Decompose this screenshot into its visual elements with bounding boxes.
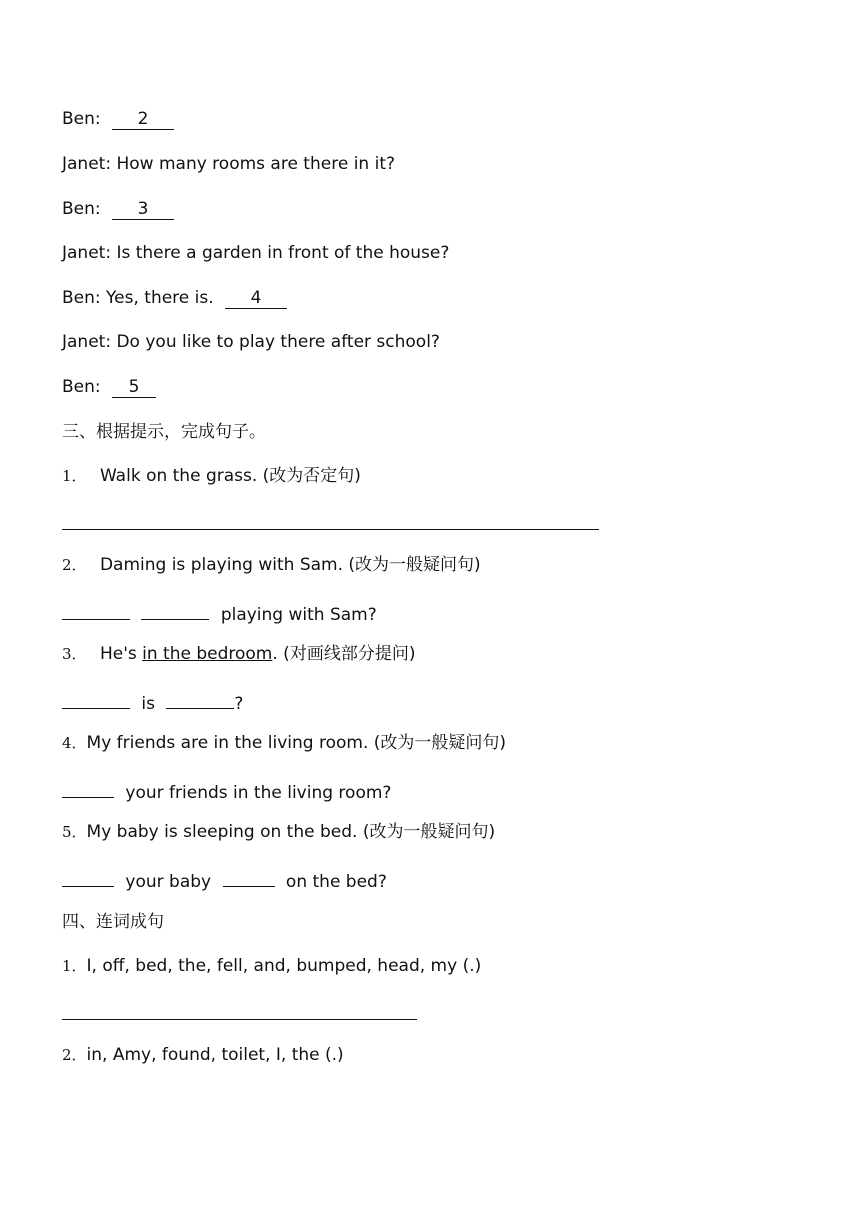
answer-blank[interactable]: [62, 688, 130, 709]
dialogue-line-ben-2: [62, 108, 174, 130]
answer-blank[interactable]: [62, 599, 130, 620]
speaker: Janet:: [62, 332, 112, 352]
item-number: 2．: [62, 556, 87, 574]
answer-blank[interactable]: [62, 866, 114, 887]
item-number: 2．: [62, 1046, 87, 1064]
section3-item-3: [62, 643, 415, 665]
speaker: Ben:: [62, 288, 101, 308]
section3-heading: 三、根据提示，完成句子。: [62, 422, 266, 442]
dialogue-text: Do you like to play there after school?: [116, 332, 440, 352]
answer-mid-text: your baby: [125, 872, 212, 892]
answer-blank[interactable]: 2: [112, 109, 174, 130]
item-number: 4．: [62, 734, 87, 752]
dialogue-text: Yes, there is.: [106, 288, 214, 308]
item-prompt-post: . (对画线部分提问): [272, 644, 416, 664]
answer-tail-text: your friends in the living room?: [125, 783, 392, 803]
dialogue-text: Is there a garden in front of the house?: [116, 243, 450, 263]
dialogue-text: How many rooms are there in it?: [116, 154, 396, 174]
item-prompt: I, off, bed, the, fell, and, bumped, head, my (.): [86, 956, 482, 976]
section3-item-2: [62, 554, 481, 576]
section3-item-4-answer: [62, 777, 391, 804]
item-prompt: My baby is sleeping on the bed. (改为一般疑问句): [86, 822, 496, 842]
item-prompt-pre: He's: [99, 644, 143, 664]
section3-item-1: [62, 465, 361, 487]
answer-tail-text: on the bed?: [285, 872, 387, 892]
answer-blank[interactable]: [141, 599, 209, 620]
answer-blank[interactable]: 4: [225, 288, 287, 309]
answer-blank[interactable]: 3: [112, 199, 174, 220]
item-prompt: Walk on the grass. (改为否定句): [99, 466, 361, 486]
answer-line[interactable]: [62, 1019, 417, 1020]
dialogue-line-ben-4: [62, 287, 287, 309]
item-prompt: My friends are in the living room. (改为一般疑问句): [86, 733, 507, 753]
item-number: 1．: [62, 467, 87, 485]
section3-item-3-answer: [62, 688, 243, 715]
item-prompt: in, Amy, found, toilet, I, the (.): [86, 1045, 344, 1065]
section4-item-1: [62, 955, 481, 977]
speaker: Ben:: [62, 109, 101, 129]
item-prompt: Daming is playing with Sam. (改为一般疑问句): [99, 555, 481, 575]
section4-item-2: [62, 1044, 344, 1066]
answer-mid-text: is: [141, 694, 155, 714]
answer-blank[interactable]: [223, 866, 275, 887]
dialogue-line-janet-rooms: [62, 153, 395, 175]
dialogue-line-ben-3: [62, 198, 174, 220]
section3-item-4: [62, 732, 506, 754]
answer-end-text: ?: [234, 694, 244, 714]
section3-item-2-answer: [62, 599, 377, 626]
item-number: 5．: [62, 823, 87, 841]
section3-item-5: [62, 821, 495, 843]
item-number: 1．: [62, 957, 87, 975]
dialogue-line-janet-garden: [62, 242, 449, 264]
section3-item-5-answer: [62, 866, 387, 893]
dialogue-line-ben-5: [62, 376, 156, 398]
underlined-phrase: in the bedroom: [142, 644, 273, 664]
answer-tail-text: playing with Sam?: [220, 605, 377, 625]
answer-blank[interactable]: [62, 777, 114, 798]
answer-blank[interactable]: 5: [112, 377, 156, 398]
section4-heading: 四、连词成句: [62, 912, 164, 932]
speaker: Janet:: [62, 154, 112, 174]
speaker: Ben:: [62, 199, 101, 219]
speaker: Janet:: [62, 243, 112, 263]
speaker: Ben:: [62, 377, 101, 397]
item-number: 3．: [62, 645, 87, 663]
answer-line[interactable]: [62, 529, 599, 530]
answer-blank[interactable]: [166, 688, 234, 709]
dialogue-line-janet-play: [62, 331, 440, 353]
